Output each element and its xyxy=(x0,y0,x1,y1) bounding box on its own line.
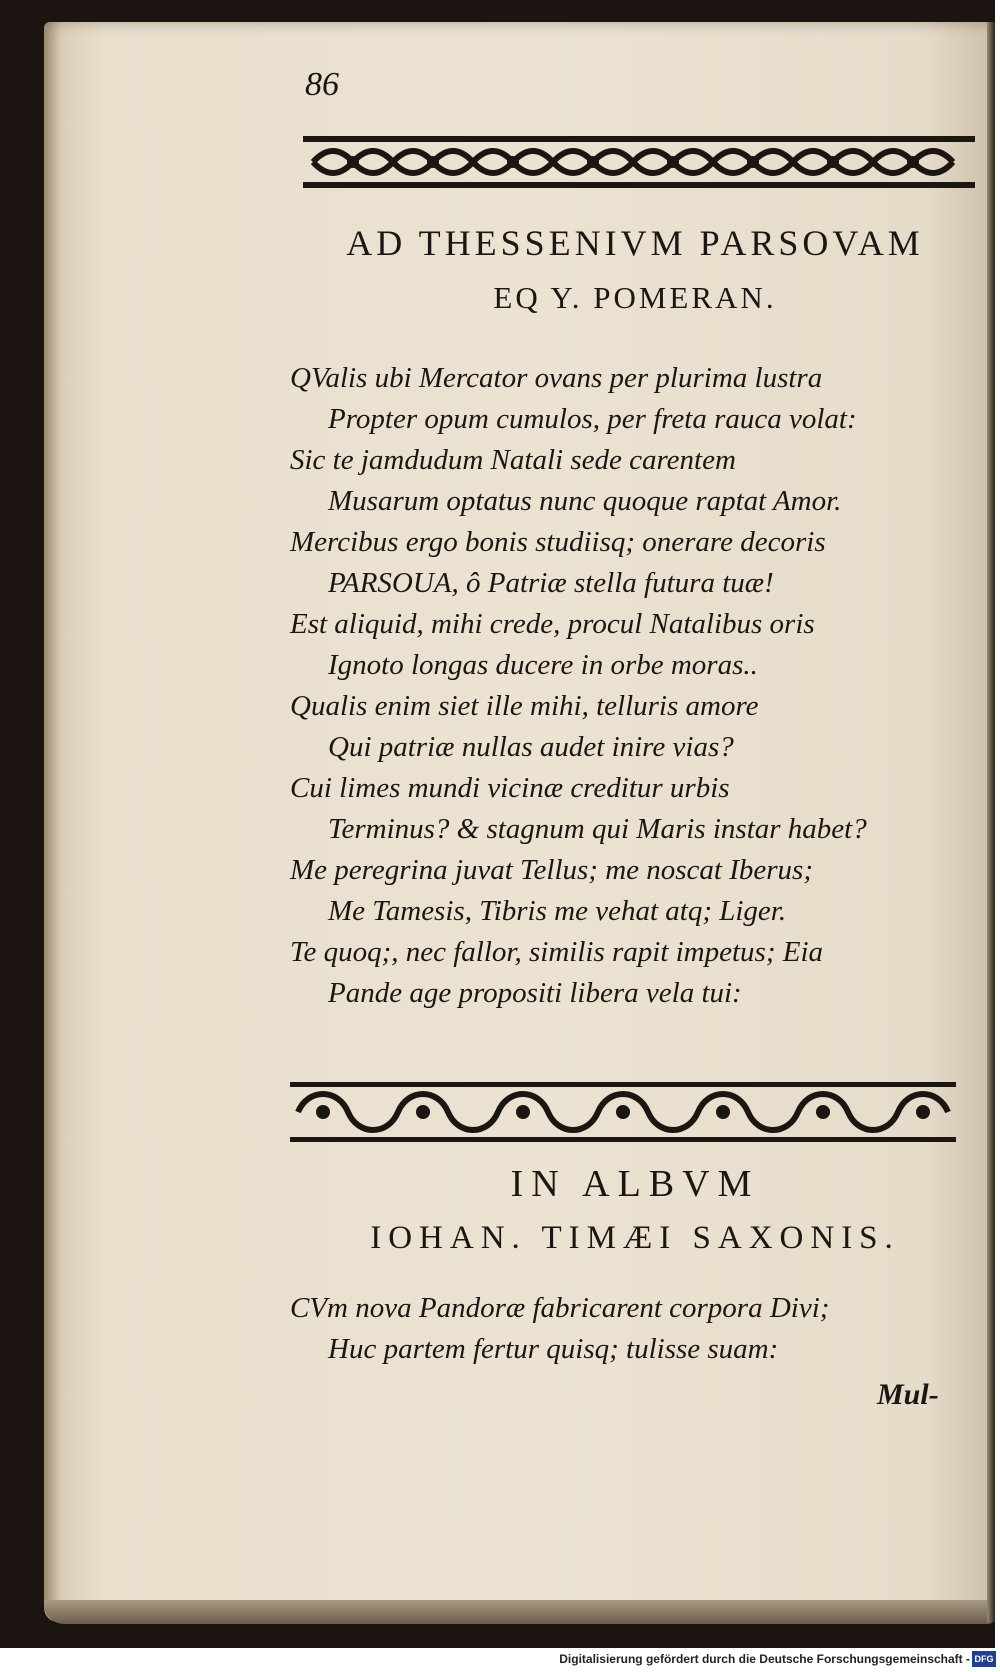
verse-line: Cui limes mundi vicinæ creditur urbis xyxy=(290,772,730,804)
verse-line: CVm nova Pandoræ fabricarent corpora Divi; xyxy=(290,1292,830,1324)
verse-line: Musarum optatus nunc quoque raptat Amor. xyxy=(328,485,842,517)
poem-1 xyxy=(290,358,980,1014)
poem-title-line-2: EQ Y. POMERAN. xyxy=(493,280,777,315)
page-number: 86 xyxy=(305,66,339,103)
page-edge xyxy=(44,1600,994,1624)
verse-line: Qualis enim siet ille mihi, telluris amore xyxy=(290,690,759,722)
verse-line: Me Tamesis, Tibris me vehat atq; Liger. xyxy=(328,895,787,927)
verse-line: Te quoq;, nec fallor, similis rapit impetus; Eia xyxy=(290,936,824,968)
poem-2-title-line-2: IOHAN. TIMÆI SAXONIS. xyxy=(370,1220,900,1256)
verse-line: Mercibus ergo bonis studiisq; onerare decoris xyxy=(290,526,826,558)
catchword: Mul- xyxy=(877,1378,939,1411)
verse-line: Ignoto longas ducere in orbe moras.. xyxy=(328,649,758,681)
ornament-band-top xyxy=(303,132,975,192)
poem-2 xyxy=(290,1288,980,1370)
footer-bar xyxy=(0,1648,1000,1672)
ornament-band-middle xyxy=(290,1078,956,1146)
page-binding-shadow xyxy=(987,22,995,1622)
verse-line: Me peregrina juvat Tellus; me noscat Iberus; xyxy=(290,854,813,886)
verse-line: PARSOUA, ô Patriæ stella futura tuæ! xyxy=(328,567,774,599)
funding-notice: Digitalisierung gefördert durch die Deutsche Forschungsgemeinschaft - xyxy=(559,1652,970,1666)
verse-line: QValis ubi Mercator ovans per plurima lustra xyxy=(290,362,823,394)
poem-title-line-1: AD THESSENIVM PARSOVAM xyxy=(346,223,924,263)
verse-line: Propter opum cumulos, per freta rauca volat: xyxy=(328,403,857,435)
verse-line: Huc partem fertur quisq; tulisse suam: xyxy=(328,1333,779,1365)
verse-line: Pande age propositi libera vela tui: xyxy=(328,977,742,1009)
dfg-logo: DFG xyxy=(972,1651,996,1667)
verse-line: Est aliquid, mihi crede, procul Natalibus oris xyxy=(290,608,815,640)
verse-line: Qui patriæ nullas audet inire vias? xyxy=(328,731,734,763)
poem-2-title-line-1: IN ALBVM xyxy=(510,1163,760,1205)
verse-line: Sic te jamdudum Natali sede carentem xyxy=(290,444,736,476)
verse-line: Terminus? & stagnum qui Maris instar habet? xyxy=(328,813,867,845)
